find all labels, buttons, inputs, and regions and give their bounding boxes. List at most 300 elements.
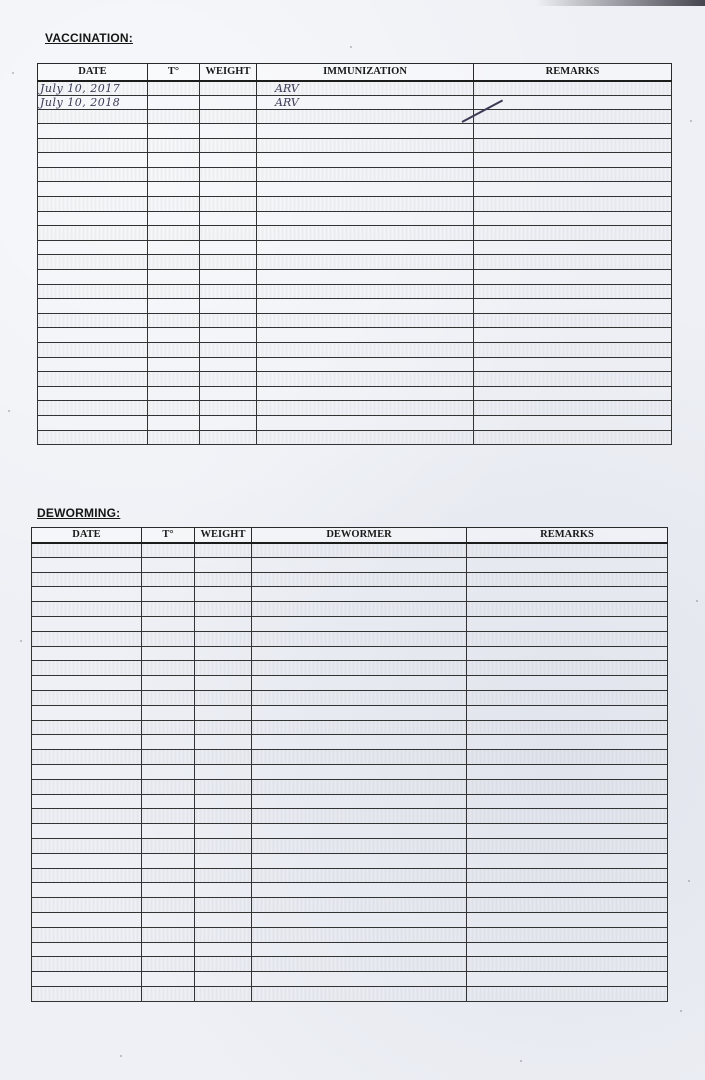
deworming-dewormer-cell [252,646,467,661]
scan-speck [688,880,690,882]
vaccination-weight-cell [200,357,257,372]
deworming-date-cell [32,824,142,839]
deworming-header-dewormer: DEWORMER [252,528,467,543]
vaccination-weight-cell [200,270,257,285]
deworming-dewormer-cell [252,764,467,779]
vaccination-weight-cell [200,299,257,314]
vaccination-immunization-cell [257,109,474,124]
deworming-temperature-cell [142,853,195,868]
deworming-temperature-cell [142,868,195,883]
table-row [32,661,668,676]
table-row [32,824,668,839]
vaccination-temperature-cell [148,313,200,328]
deworming-date-cell [32,602,142,617]
deworming-temperature-cell [142,631,195,646]
deworming-temperature-cell [142,838,195,853]
vaccination-temperature-cell [148,357,200,372]
deworming-weight-cell [195,646,252,661]
deworming-remarks-cell [467,690,668,705]
table-row [38,328,672,343]
deworming-weight-cell [195,986,252,1001]
deworming-weight-cell [195,972,252,987]
deworming-remarks-cell [467,912,668,927]
deworming-temperature-cell [142,676,195,691]
vaccination-immunization-cell [257,167,474,182]
vaccination-temperature-cell [148,284,200,299]
table-row [38,81,672,96]
deworming-date-cell [32,690,142,705]
deworming-header-date: DATE [32,528,142,543]
scan-speck [20,640,22,642]
deworming-dewormer-cell [252,868,467,883]
deworming-temperature-cell [142,883,195,898]
vaccination-temperature-cell [148,167,200,182]
table-row [32,705,668,720]
vaccination-weight-cell [200,343,257,358]
deworming-weight-cell [195,779,252,794]
vaccination-immunization-cell [257,211,474,226]
vaccination-remarks-cell [474,328,672,343]
vaccination-temperature-cell [148,401,200,416]
vaccination-header-temperature: T° [148,64,200,81]
vaccination-remarks-cell [474,343,672,358]
vaccination-remarks-cell [474,430,672,445]
table-row [32,587,668,602]
deworming-dewormer-cell [252,735,467,750]
table-row [32,794,668,809]
deworming-weight-cell [195,631,252,646]
deworming-temperature-cell [142,587,195,602]
deworming-remarks-cell [467,972,668,987]
table-row [32,972,668,987]
vaccination-date-cell [38,357,148,372]
vaccination-date-cell [38,430,148,445]
vaccination-temperature-cell [148,153,200,168]
deworming-date-cell [32,705,142,720]
table-row [32,883,668,898]
vaccination-remarks-cell [474,95,672,109]
table-row [38,284,672,299]
vaccination-temperature-cell [148,81,200,96]
vaccination-remarks-cell [474,415,672,430]
vaccination-remarks-cell [474,197,672,212]
deworming-remarks-cell [467,602,668,617]
vaccination-immunization-cell [257,270,474,285]
deworming-temperature-cell [142,912,195,927]
deworming-weight-cell [195,750,252,765]
deworming-weight-cell [195,868,252,883]
table-row [38,197,672,212]
deworming-remarks-cell [467,616,668,631]
table-row [38,343,672,358]
deworming-temperature-cell [142,824,195,839]
vaccination-immunization-cell [257,284,474,299]
deworming-remarks-cell [467,853,668,868]
deworming-date-cell [32,779,142,794]
deworming-dewormer-cell [252,986,467,1001]
vaccination-date-cell [38,197,148,212]
vaccination-remarks-cell [474,313,672,328]
deworming-date-cell [32,972,142,987]
vaccination-remarks-cell [474,299,672,314]
deworming-date-cell [32,957,142,972]
deworming-date-cell [32,631,142,646]
deworming-remarks-cell [467,883,668,898]
table-row [32,572,668,587]
deworming-dewormer-cell [252,853,467,868]
vaccination-header-row [38,64,672,81]
vaccination-temperature-cell [148,211,200,226]
vaccination-immunization-cell [257,255,474,270]
deworming-date-cell [32,853,142,868]
vaccination-immunization-cell [257,182,474,197]
deworming-temperature-cell [142,809,195,824]
vaccination-date-cell [38,240,148,255]
deworming-date-cell [32,572,142,587]
vaccination-temperature-cell [148,124,200,139]
deworming-weight-cell [195,720,252,735]
deworming-header-remarks: REMARKS [467,528,668,543]
vaccination-weight-cell [200,124,257,139]
deworming-weight-cell [195,543,252,558]
vaccination-weight-cell [200,430,257,445]
vaccination-date-cell [38,226,148,241]
deworming-date-cell [32,986,142,1001]
table-row [32,986,668,1001]
deworming-weight-cell [195,557,252,572]
deworming-temperature-cell [142,957,195,972]
deworming-weight-cell [195,853,252,868]
vaccination-date-cell [38,270,148,285]
vaccination-immunization-cell [257,226,474,241]
table-row [38,211,672,226]
vaccination-weight-cell [200,138,257,153]
vaccination-date-cell [38,401,148,416]
vaccination-date-cell [38,372,148,387]
deworming-weight-cell [195,942,252,957]
table-row [32,720,668,735]
vaccination-weight-cell [200,109,257,124]
vaccination-remarks-cell [474,270,672,285]
table-row [38,357,672,372]
deworming-temperature-cell [142,572,195,587]
deworming-remarks-cell [467,868,668,883]
deworming-date-cell [32,912,142,927]
deworming-remarks-cell [467,572,668,587]
deworming-temperature-cell [142,616,195,631]
scan-speck [8,410,10,412]
vaccination-remarks-cell [474,240,672,255]
deworming-temperature-cell [142,898,195,913]
table-row [38,430,672,445]
vaccination-date-cell [38,153,148,168]
deworming-temperature-cell [142,986,195,1001]
deworming-dewormer-cell [252,779,467,794]
deworming-date-cell [32,838,142,853]
vaccination-immunization-cell [257,401,474,416]
deworming-weight-cell [195,912,252,927]
deworming-date-cell [32,883,142,898]
deworming-title: DEWORMING: [37,506,121,520]
deworming-date-cell [32,543,142,558]
deworming-weight-cell [195,661,252,676]
vaccination-remarks-cell [474,81,672,96]
vaccination-immunization-cell [257,372,474,387]
deworming-remarks-cell [467,750,668,765]
deworming-remarks-cell [467,942,668,957]
vaccination-date-cell [38,328,148,343]
vaccination-header-immunization: IMMUNIZATION [257,64,474,81]
vaccination-immunization-cell [257,343,474,358]
deworming-dewormer-cell [252,809,467,824]
vaccination-date-cell [38,182,148,197]
vaccination-date-cell [38,299,148,314]
deworming-weight-cell [195,616,252,631]
vaccination-remarks-cell [474,124,672,139]
table-row [32,838,668,853]
deworming-remarks-cell [467,764,668,779]
deworming-dewormer-cell [252,587,467,602]
vaccination-title: VACCINATION: [45,31,133,45]
table-row [32,912,668,927]
deworming-remarks-cell [467,824,668,839]
deworming-temperature-cell [142,720,195,735]
deworming-dewormer-cell [252,676,467,691]
deworming-date-cell [32,720,142,735]
deworming-weight-cell [195,838,252,853]
table-row [38,299,672,314]
deworming-remarks-cell [467,543,668,558]
vaccination-remarks-cell [474,386,672,401]
deworming-remarks-cell [467,735,668,750]
vaccination-temperature-cell [148,430,200,445]
vaccination-immunization-cell [257,430,474,445]
vaccination-remarks-cell [474,138,672,153]
table-row [32,750,668,765]
deworming-temperature-cell [142,779,195,794]
table-row [38,255,672,270]
table-row [32,646,668,661]
vaccination-remarks-cell [474,284,672,299]
deworming-remarks-cell [467,631,668,646]
scan-edge-shadow [535,0,705,6]
table-row [38,313,672,328]
deworming-temperature-cell [142,942,195,957]
vaccination-immunization-cell [257,386,474,401]
vaccination-immunization-cell [257,197,474,212]
deworming-dewormer-cell [252,602,467,617]
deworming-weight-cell [195,602,252,617]
table-row [38,415,672,430]
deworming-temperature-cell [142,750,195,765]
vaccination-immunization-cell: ARV [257,81,474,96]
table-row [38,95,672,109]
deworming-date-cell [32,927,142,942]
table-row [32,543,668,558]
vaccination-temperature-cell [148,386,200,401]
vaccination-weight-cell [200,284,257,299]
deworming-dewormer-cell [252,942,467,957]
vaccination-date-cell [38,343,148,358]
deworming-temperature-cell [142,794,195,809]
deworming-dewormer-cell [252,572,467,587]
scan-speck [696,600,698,602]
table-row [32,898,668,913]
vaccination-temperature-cell [148,415,200,430]
vaccination-weight-cell [200,401,257,416]
vaccination-remarks-cell [474,372,672,387]
deworming-remarks-cell [467,720,668,735]
deworming-date-cell [32,587,142,602]
vaccination-temperature-cell [148,226,200,241]
deworming-table [31,527,668,1002]
deworming-date-cell [32,557,142,572]
deworming-dewormer-cell [252,898,467,913]
vaccination-remarks-cell [474,167,672,182]
vaccination-weight-cell [200,240,257,255]
table-row [32,557,668,572]
vaccination-immunization-cell [257,357,474,372]
deworming-date-cell [32,646,142,661]
vaccination-remarks-cell [474,357,672,372]
deworming-date-cell [32,676,142,691]
vaccination-temperature-cell [148,255,200,270]
deworming-remarks-cell [467,557,668,572]
deworming-date-cell [32,750,142,765]
vaccination-date-cell [38,313,148,328]
deworming-dewormer-cell [252,750,467,765]
deworming-date-cell [32,661,142,676]
table-row [32,676,668,691]
deworming-temperature-cell [142,972,195,987]
vaccination-weight-cell [200,153,257,168]
deworming-remarks-cell [467,794,668,809]
vaccination-weight-cell [200,226,257,241]
vaccination-weight-cell [200,167,257,182]
deworming-weight-cell [195,587,252,602]
vaccination-weight-cell [200,182,257,197]
deworming-temperature-cell [142,690,195,705]
deworming-date-cell [32,898,142,913]
deworming-weight-cell [195,764,252,779]
vaccination-temperature-cell [148,240,200,255]
scan-speck [680,1010,682,1012]
deworming-remarks-cell [467,676,668,691]
table-row [38,240,672,255]
scan-speck [12,72,14,74]
deworming-temperature-cell [142,927,195,942]
deworming-dewormer-cell [252,927,467,942]
vaccination-immunization-cell [257,124,474,139]
table-row [38,226,672,241]
table-row [32,602,668,617]
deworming-dewormer-cell [252,824,467,839]
vaccination-weight-cell [200,386,257,401]
vaccination-weight-cell [200,211,257,226]
vaccination-temperature-cell [148,328,200,343]
vaccination-temperature-cell [148,109,200,124]
vaccination-weight-cell [200,255,257,270]
vaccination-immunization-cell [257,153,474,168]
vaccination-date-cell [38,124,148,139]
vaccination-weight-cell [200,313,257,328]
vaccination-date-cell [38,138,148,153]
deworming-weight-cell [195,809,252,824]
deworming-remarks-cell [467,809,668,824]
vaccination-remarks-cell [474,401,672,416]
table-row [32,616,668,631]
scan-speck [350,46,352,48]
table-row [32,853,668,868]
vaccination-weight-cell [200,372,257,387]
deworming-temperature-cell [142,705,195,720]
scan-speck [520,1060,522,1062]
vaccination-immunization-cell [257,240,474,255]
deworming-remarks-cell [467,957,668,972]
vaccination-remarks-cell [474,153,672,168]
deworming-weight-cell [195,794,252,809]
table-row [38,386,672,401]
deworming-dewormer-cell [252,794,467,809]
vaccination-temperature-cell [148,95,200,109]
vaccination-weight-cell [200,328,257,343]
vaccination-date-cell [38,255,148,270]
deworming-date-cell [32,942,142,957]
table-row [38,153,672,168]
deworming-weight-cell [195,705,252,720]
table-row [38,401,672,416]
deworming-temperature-cell [142,557,195,572]
table-row [32,735,668,750]
vaccination-remarks-cell [474,226,672,241]
deworming-dewormer-cell [252,543,467,558]
deworming-dewormer-cell [252,705,467,720]
deworming-weight-cell [195,676,252,691]
deworming-temperature-cell [142,543,195,558]
vaccination-header-date: DATE [38,64,148,81]
scan-speck [120,1055,122,1057]
vaccination-weight-cell [200,415,257,430]
table-row [38,167,672,182]
vaccination-temperature-cell [148,343,200,358]
deworming-date-cell [32,735,142,750]
deworming-temperature-cell [142,646,195,661]
deworming-date-cell [32,809,142,824]
table-row [38,182,672,197]
vaccination-date-cell [38,109,148,124]
deworming-weight-cell [195,927,252,942]
deworming-remarks-cell [467,661,668,676]
vaccination-date-cell [38,386,148,401]
deworming-date-cell [32,764,142,779]
deworming-remarks-cell [467,705,668,720]
deworming-temperature-cell [142,735,195,750]
deworming-date-cell [32,868,142,883]
deworming-weight-cell [195,690,252,705]
table-row [32,690,668,705]
deworming-header-weight: WEIGHT [195,528,252,543]
table-row [38,109,672,124]
vaccination-header-remarks: REMARKS [474,64,672,81]
deworming-remarks-cell [467,587,668,602]
deworming-weight-cell [195,735,252,750]
deworming-header-row [32,528,668,543]
deworming-remarks-cell [467,986,668,1001]
deworming-dewormer-cell [252,883,467,898]
vaccination-immunization-cell [257,299,474,314]
vaccination-immunization-cell: ARV [257,95,474,109]
table-row [32,631,668,646]
